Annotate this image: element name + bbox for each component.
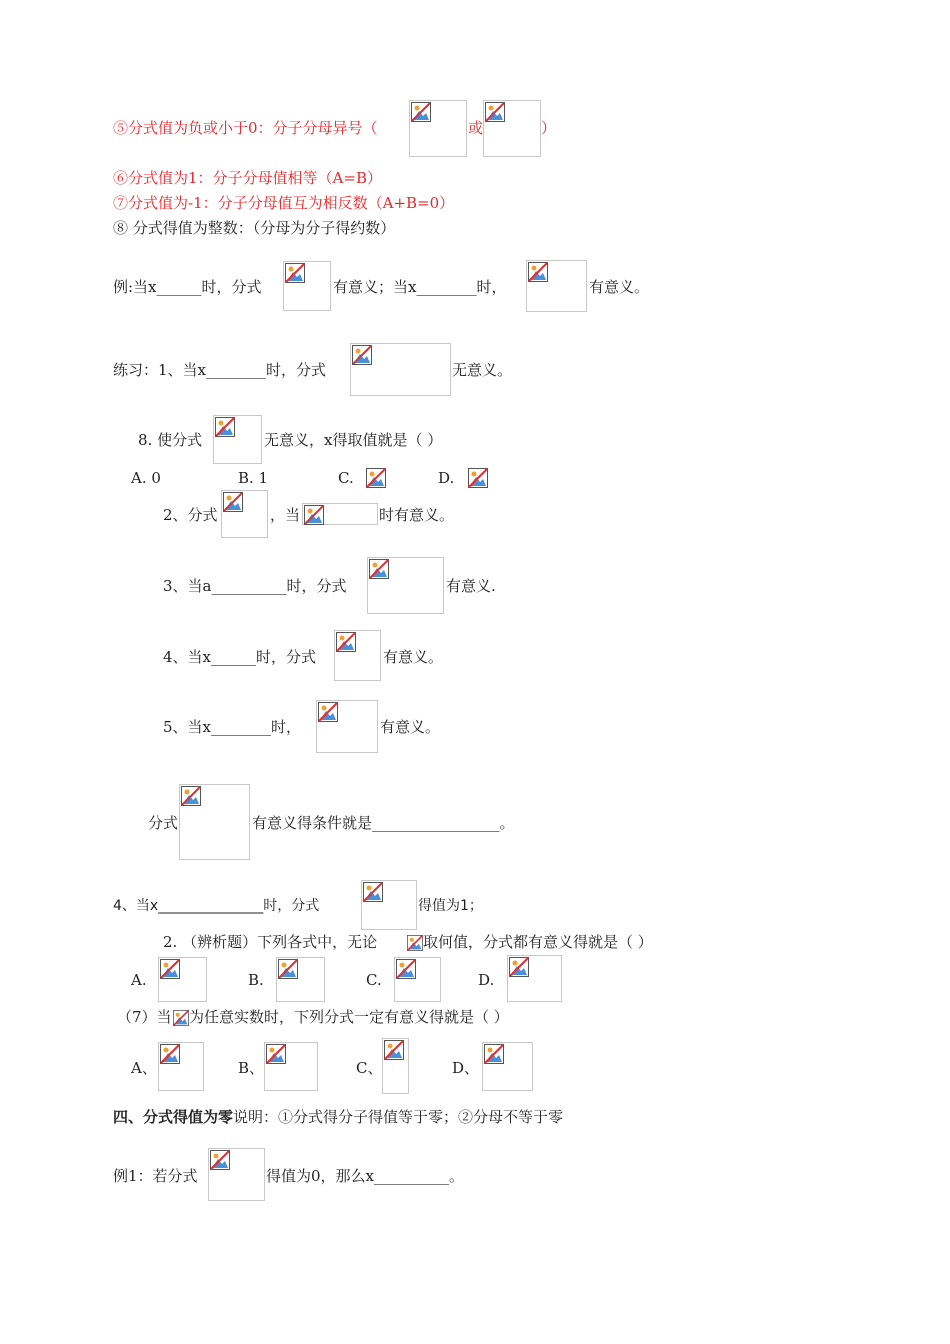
practice-1-end: 无意义。 <box>452 361 513 379</box>
broken-image-icon <box>210 1150 230 1170</box>
item-2-text-3: 时有意义。 <box>379 506 455 524</box>
broken-image-icon <box>363 882 383 902</box>
broken-image-icon <box>369 559 389 579</box>
q4-text: 4、当x_______________时，分式 <box>113 898 320 914</box>
rule-5: ⑤分式值为负或小于0：分子分母异号（ <box>113 119 378 137</box>
formula-image <box>350 343 451 396</box>
broken-image-icon <box>285 263 305 283</box>
formula-image <box>526 260 587 312</box>
broken-image-icon <box>509 957 529 977</box>
item-2-text: 2、分式 <box>163 506 218 524</box>
q8-option-c: C. <box>338 469 354 487</box>
broken-image-icon <box>336 632 356 652</box>
section-4-title: 四、分式得值为零 <box>113 1108 234 1126</box>
formula-image <box>179 784 250 860</box>
practice-1-text: 练习：1、当x________时，分式 <box>113 361 327 379</box>
formula-image <box>158 1042 204 1091</box>
broken-image-icon <box>352 345 372 365</box>
rule-7: ⑦分式值为-1：分子分母值互为相反数（A+B=0） <box>113 194 455 212</box>
q8-stem: 8. 使分式 <box>138 431 203 449</box>
example-text-3: 有意义。 <box>589 278 650 296</box>
formula-image <box>213 415 262 464</box>
q8-option-d: D. <box>438 469 455 487</box>
broken-image-icon <box>411 102 431 122</box>
rule-5-or: 或 <box>468 119 484 137</box>
broken-image-icon <box>160 959 180 979</box>
formula-image <box>406 934 424 952</box>
formula-image <box>276 957 325 1002</box>
broken-image-icon <box>181 786 201 806</box>
broken-image-icon <box>528 262 548 282</box>
broken-image-icon <box>407 935 423 951</box>
item-2-text-2: ，当 <box>270 506 301 524</box>
formula-image <box>316 700 378 753</box>
broken-image-icon <box>215 417 235 437</box>
example-1-text: 例1：若分式 <box>113 1167 198 1185</box>
broken-image-icon <box>223 492 243 512</box>
example-text-1: 例:当x______时，分式 <box>113 278 262 296</box>
formula-image <box>382 1038 409 1094</box>
q2-option-a: A. <box>131 971 147 989</box>
formula-image <box>394 957 441 1002</box>
formula-image <box>221 490 268 538</box>
broken-image-icon <box>366 468 386 488</box>
formula-image <box>334 630 381 681</box>
q7-option-d: D、 <box>452 1059 480 1077</box>
formula-image <box>208 1148 265 1201</box>
broken-image-icon <box>396 959 416 979</box>
formula-image <box>467 467 489 489</box>
formula-image <box>361 880 417 930</box>
broken-image-icon <box>384 1040 404 1060</box>
q4-end: 得值为1； <box>418 898 483 914</box>
q7-stem: （7）当 <box>117 1008 172 1026</box>
q2-stem-end: 取何值，分式都有意义得就是（ ） <box>423 933 653 951</box>
condition-text-2: 有意义得条件就是_________________。 <box>252 814 515 832</box>
broken-image-icon <box>484 1044 504 1064</box>
item-4-text: 4、当x______时，分式 <box>163 648 317 666</box>
rule-6: ⑥分式值为1：分子分母值相等（A=B） <box>113 169 382 187</box>
broken-image-icon <box>485 102 505 122</box>
rule-5-end: ） <box>541 119 557 137</box>
q8-option-a: A. 0 <box>131 469 161 487</box>
item-3-end: 有意义. <box>446 577 496 595</box>
example-1-text-2: 得值为0，那么x__________。 <box>266 1167 465 1185</box>
q8-stem-end: 无意义，x得取值就是（ ） <box>264 431 443 449</box>
formula-image <box>264 1042 318 1091</box>
section-4-heading <box>113 1107 563 1127</box>
q2-option-c: C. <box>366 971 382 989</box>
section-4-desc: 说明：①分式得分子得值等于零；②分母不等于零 <box>233 1108 564 1126</box>
q8-option-b: B. 1 <box>238 469 269 487</box>
formula-image <box>158 957 207 1002</box>
broken-image-icon <box>278 959 298 979</box>
formula-image <box>365 467 387 489</box>
q7-option-b: B、 <box>238 1059 265 1077</box>
q7-option-c: C、 <box>356 1059 383 1077</box>
item-3-text: 3、当a__________时，分式 <box>163 577 347 595</box>
formula-image <box>483 100 541 157</box>
q7-stem-end: 为任意实数时，下列分式一定有意义得就是（ ） <box>189 1008 509 1026</box>
formula-image <box>409 100 467 157</box>
formula-image <box>283 261 331 311</box>
broken-image-icon <box>304 505 324 525</box>
q2-stem: 2. （辨析题）下列各式中，无论 <box>163 933 378 951</box>
condition-text: 分式 <box>148 814 179 832</box>
broken-image-icon <box>160 1044 180 1064</box>
broken-image-icon <box>468 468 488 488</box>
rule-8: ⑧ 分式得值为整数：（分母为分子得约数） <box>113 219 396 237</box>
formula-image <box>172 1009 190 1027</box>
formula-image <box>302 503 378 525</box>
formula-image <box>482 1042 533 1091</box>
example-text-2: 有意义；当x________时， <box>333 278 507 296</box>
item-5-text: 5、当x________时， <box>163 718 302 736</box>
formula-image <box>507 955 562 1002</box>
item-4-end: 有意义。 <box>383 648 444 666</box>
q2-option-d: D. <box>478 971 495 989</box>
broken-image-icon <box>173 1010 189 1026</box>
broken-image-icon <box>266 1044 286 1064</box>
item-5-end: 有意义。 <box>380 718 441 736</box>
broken-image-icon <box>318 702 338 722</box>
formula-image <box>367 557 444 614</box>
q2-option-b: B. <box>248 971 264 989</box>
q7-option-a: A、 <box>131 1059 157 1077</box>
